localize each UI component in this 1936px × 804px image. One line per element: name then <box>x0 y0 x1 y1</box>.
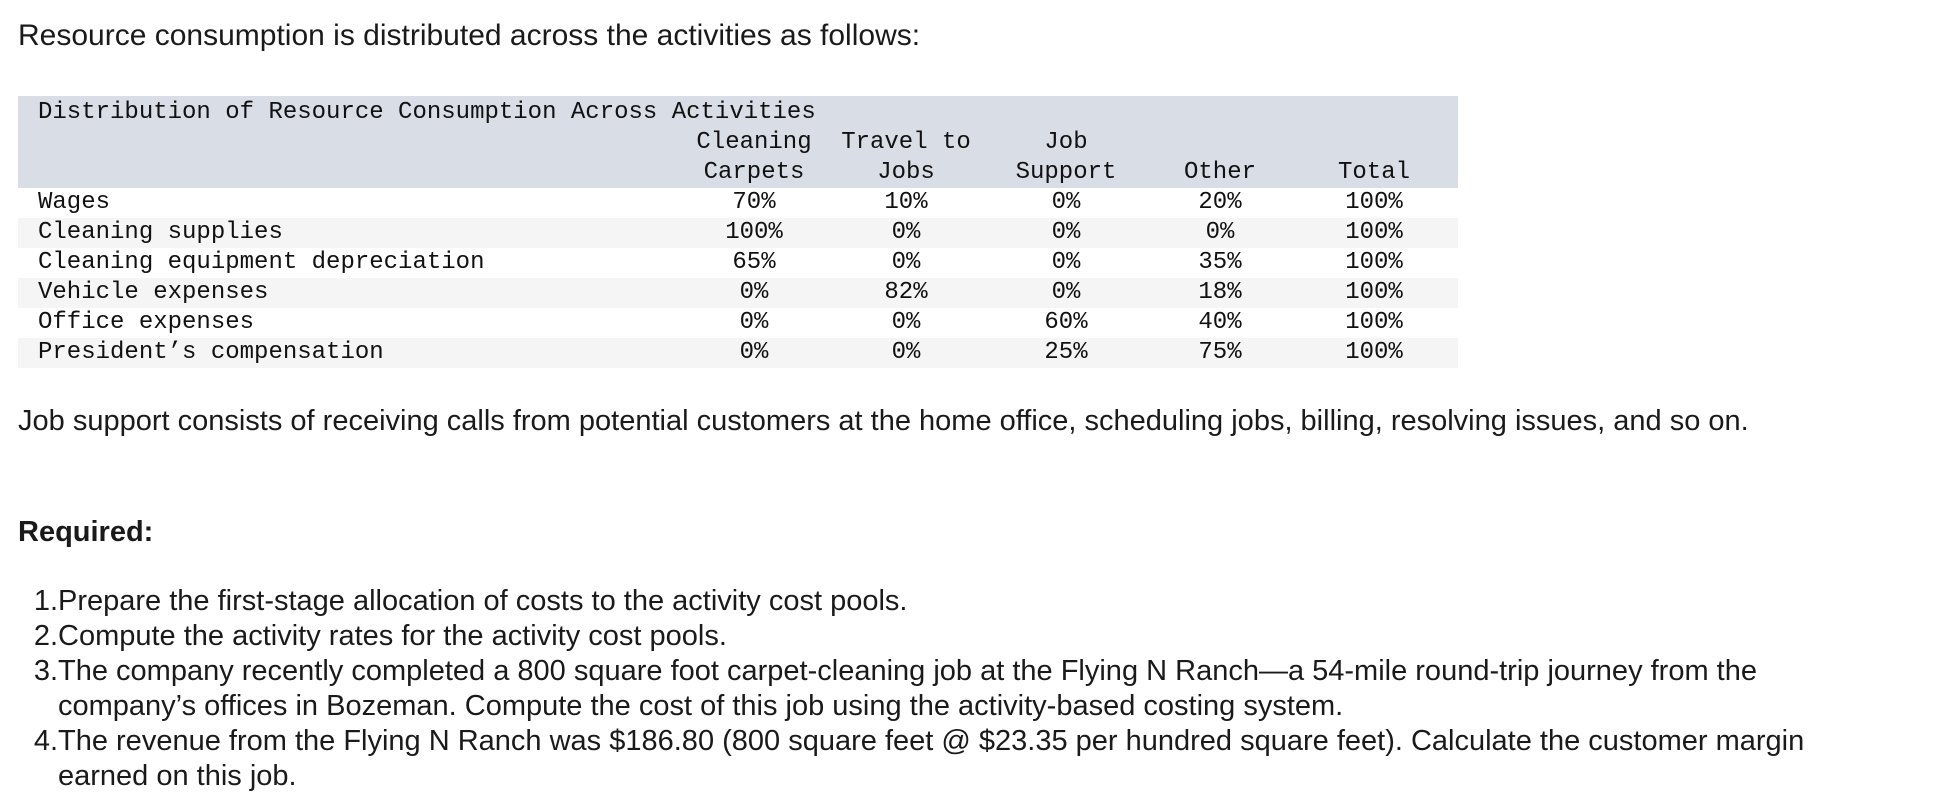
col-header-total-line2: Total <box>1337 159 1410 186</box>
cell-value: 0% <box>891 249 921 276</box>
table-header <box>18 96 1458 188</box>
cell-value: 0% <box>891 339 921 366</box>
row-label: Vehicle expenses <box>38 279 269 306</box>
list-item <box>18 654 1898 724</box>
list-item <box>18 724 1898 794</box>
col-header-cleaning-carpets-line1: Cleaning <box>696 129 812 156</box>
cell-value: 100% <box>1345 189 1403 216</box>
cell-value: 100% <box>1345 309 1403 336</box>
table-row <box>18 338 1458 368</box>
item-number: 1. <box>33 585 58 617</box>
cell-value: 82% <box>884 279 928 306</box>
row-label: Wages <box>38 189 111 216</box>
list-item <box>18 584 1898 619</box>
cell-value: 20% <box>1198 189 1242 216</box>
table-title: Distribution of Resource Consumption Across Activities <box>38 99 816 126</box>
row-label: Cleaning equipment depreciation <box>38 249 485 276</box>
table-row <box>18 248 1458 278</box>
cell-value: 18% <box>1198 279 1242 306</box>
item-text: The company recently completed a 800 square foot carpet-cleaning job at the Flying N Ranch—a 54-mile round-trip journey from the company’s offices in Bozeman. Compute the cost of this job using the activity-based costing system. <box>58 655 1757 722</box>
item-number: 2. <box>33 620 58 652</box>
row-label: Office expenses <box>38 309 255 336</box>
col-header-job-support-line2: Support <box>1015 159 1117 186</box>
table-row <box>18 308 1458 338</box>
cell-value: 0% <box>739 309 769 336</box>
cell-value: 100% <box>1345 339 1403 366</box>
table-row <box>18 188 1458 218</box>
item-text: Prepare the first-stage allocation of costs to the activity cost pools. <box>58 585 908 617</box>
table-row <box>18 278 1458 308</box>
header-row-1 <box>18 128 1458 158</box>
col-header-travel-to-jobs-line2: Jobs <box>877 159 935 186</box>
cell-value: 0% <box>891 309 921 336</box>
cell-value: 65% <box>732 249 776 276</box>
job-support-description: Job support consists of receiving calls from potential customers at the home office, scheduling jobs, billing, resolving issues, and so on. <box>18 405 1749 437</box>
cell-value: 0% <box>1051 189 1081 216</box>
cell-value: 70% <box>732 189 776 216</box>
item-number: 3. <box>33 655 58 687</box>
required-heading: Required: <box>18 516 154 548</box>
item-text: Compute the activity rates for the activity cost pools. <box>58 620 727 652</box>
table-row <box>18 218 1458 248</box>
header-row-2 <box>18 158 1458 188</box>
resource-distribution-table <box>18 96 1458 368</box>
cell-value: 10% <box>884 189 928 216</box>
col-header-cleaning-carpets-line2: Carpets <box>703 159 805 186</box>
cell-value: 100% <box>725 219 783 246</box>
cell-value: 25% <box>1044 339 1088 366</box>
cell-value: 75% <box>1198 339 1242 366</box>
cell-value: 35% <box>1198 249 1242 276</box>
col-header-total-line1 <box>1290 128 1458 158</box>
cell-value: 0% <box>739 279 769 306</box>
cell-value: 0% <box>739 339 769 366</box>
intro-text: Resource consumption is distributed across the activities as follows: <box>18 19 921 52</box>
row-label: Cleaning supplies <box>38 219 283 246</box>
cell-value: 60% <box>1044 309 1088 336</box>
list-item <box>18 619 1898 654</box>
col-header-other-line1 <box>1150 128 1290 158</box>
cell-value: 0% <box>1051 279 1081 306</box>
col-header-job-support-line1: Job <box>1044 129 1088 156</box>
cell-value: 0% <box>891 219 921 246</box>
requirements-list <box>18 584 1898 794</box>
row-label: President’s compensation <box>38 339 384 366</box>
cell-value: 0% <box>1051 219 1081 246</box>
cell-value: 0% <box>1051 249 1081 276</box>
col-header-other-line2: Other <box>1183 159 1256 186</box>
item-text: The revenue from the Flying N Ranch was $186.80 (800 square feet @ $23.35 per hundred square feet). Calculate the customer margin earned on this job. <box>58 725 1805 792</box>
col-header-travel-to-jobs-line1: Travel to <box>841 129 971 156</box>
cell-value: 40% <box>1198 309 1242 336</box>
cell-value: 0% <box>1205 219 1235 246</box>
cell-value: 100% <box>1345 249 1403 276</box>
cell-value: 100% <box>1345 219 1403 246</box>
item-number: 4. <box>33 725 58 757</box>
cell-value: 100% <box>1345 279 1403 306</box>
